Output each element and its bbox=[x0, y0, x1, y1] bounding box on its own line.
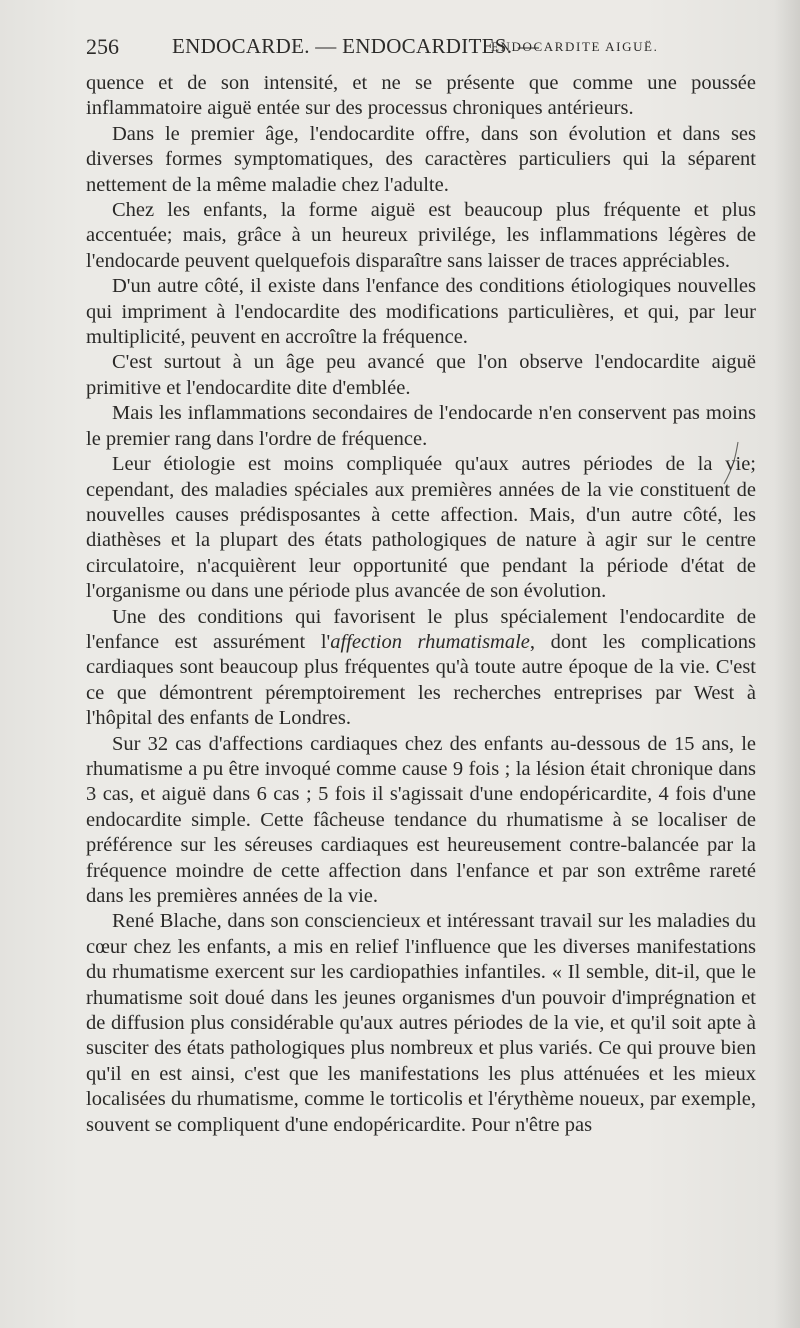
text-segment: , dont les complications cardiaques sont beaucoup plus fréquentes qu'à toute autre époque de la vie. C'est ce que démontrent péremptoirement les recherches entreprises par West à l'hôpital des enfants de Londres. bbox=[86, 630, 756, 730]
text-segment: Une des conditions qui favorisent le plus spécialement l'endocardite de l'enfance est assurément l' bbox=[86, 605, 756, 653]
text-segment: Mais les inflammations secondaires de l'endocarde n'en conservent pas moins le premier rang dans l'ordre de fréquence. bbox=[86, 402, 756, 450]
text-segment: Chez les enfants, la forme aiguë est beaucoup plus fréquente et plus accentuée; mais, grâce à un heureux privilége, les inflammations légères de l'endocarde peuvent quelquefois disparaître sans laisser de traces appréciables. bbox=[86, 199, 756, 272]
page-edge-shadow bbox=[774, 0, 800, 1328]
paragraph bbox=[86, 198, 756, 274]
running-head-subtitle: ENDOCARDITE AIGUË. bbox=[491, 39, 659, 54]
text-segment: René Blache, dans son consciencieux et intéressant travail sur les maladies du cœur chez les enfants, a mis en relief l'influence que les diverses manifestations du rhumatisme exercent sur les cardiopathies infantiles. « Il semble, dit-il, que le rhumatisme soit doué dans les jeunes organismes d'un pouvoir d'imprégnation et de diffusion plus considérable qu'aux autres périodes de la vie, et qu'il soit apte à susciter des états pathologiques plus nombreux et plus variés. Ce qui prouve bien qu'il en est ainsi, c'est que les manifestations les plus atténuées et les mieux localisées du rhumatisme, comme le torticolis et l'érythème noueux, par exemple, souvent se compliquent d'une endopéricardite. Pour n'être pas bbox=[86, 910, 756, 1136]
paragraph bbox=[86, 274, 756, 350]
page-header bbox=[86, 34, 766, 64]
text-segment: D'un autre côté, il existe dans l'enfance des conditions étiologiques nouvelles qui impriment à l'endocardite des modifications particulières, et qui, par leur multiplicité, peuvent en accroître la fréquence. bbox=[86, 275, 756, 349]
text-segment: C'est surtout à un âge peu avancé que l'on observe l'endocardite aiguë primitive et l'endocardite dite d'emblée. bbox=[86, 351, 756, 399]
paragraph bbox=[86, 71, 756, 122]
paragraph bbox=[86, 909, 756, 1138]
paragraph bbox=[86, 122, 756, 198]
text-segment: Sur 32 cas d'affections cardiaques chez des enfants au-dessous de 15 ans, le rhumatisme a pu être invoqué comme cause 9 fois ; la lésion était chronique dans 3 cas, et aiguë dans 6 cas ; 5 fois il s'agissait d'une endopéricardite, 4 fois d'une endocardite simple. Cette fâcheuse tendance du rhumatisme à se localiser de préférence sur les séreuses cardiaques est heureusement contre-balancée par la fréquence moindre de cette affection dans l'enfance et par son extrême rareté dans les premières années de la vie. bbox=[86, 732, 756, 907]
running-head: ENDOCARDE. — ENDOCARDITES. — bbox=[172, 34, 540, 58]
paragraph bbox=[86, 605, 756, 732]
paragraph bbox=[86, 401, 756, 452]
text-segment: Leur étiologie est moins compliquée qu'aux autres périodes de la vie; cependant, des maladies spéciales aux premières années de la vie constituent de nouvelles causes prédisposantes à cette affection. Mais, d'un autre côté, les diathèses et la plupart des états pathologiques de nature à agir sur le centre circulatoire, n'acquièrent leur opportunité que pendant la période d'état de l'organisme ou dans une période plus avancée de son évolution. bbox=[86, 453, 756, 603]
paragraph bbox=[86, 350, 756, 401]
paragraph bbox=[86, 452, 756, 604]
text-segment: quence et de son intensité, et ne se présente que comme une poussée inflammatoire aiguë entée sur des processus chroniques antérieurs. bbox=[86, 72, 756, 120]
italic-phrase: affection rhumatismale bbox=[330, 630, 530, 653]
margin-pencil-mark bbox=[718, 440, 742, 490]
paragraph bbox=[86, 732, 756, 910]
body-text bbox=[86, 71, 756, 1138]
text-segment: Dans le premier âge, l'endocardite offre, dans son évolution et dans ses diverses formes symptomatiques, des caractères particuliers qui la séparent nettement de la même maladie chez l'adulte. bbox=[86, 122, 756, 196]
page-number: 256 bbox=[86, 34, 119, 59]
